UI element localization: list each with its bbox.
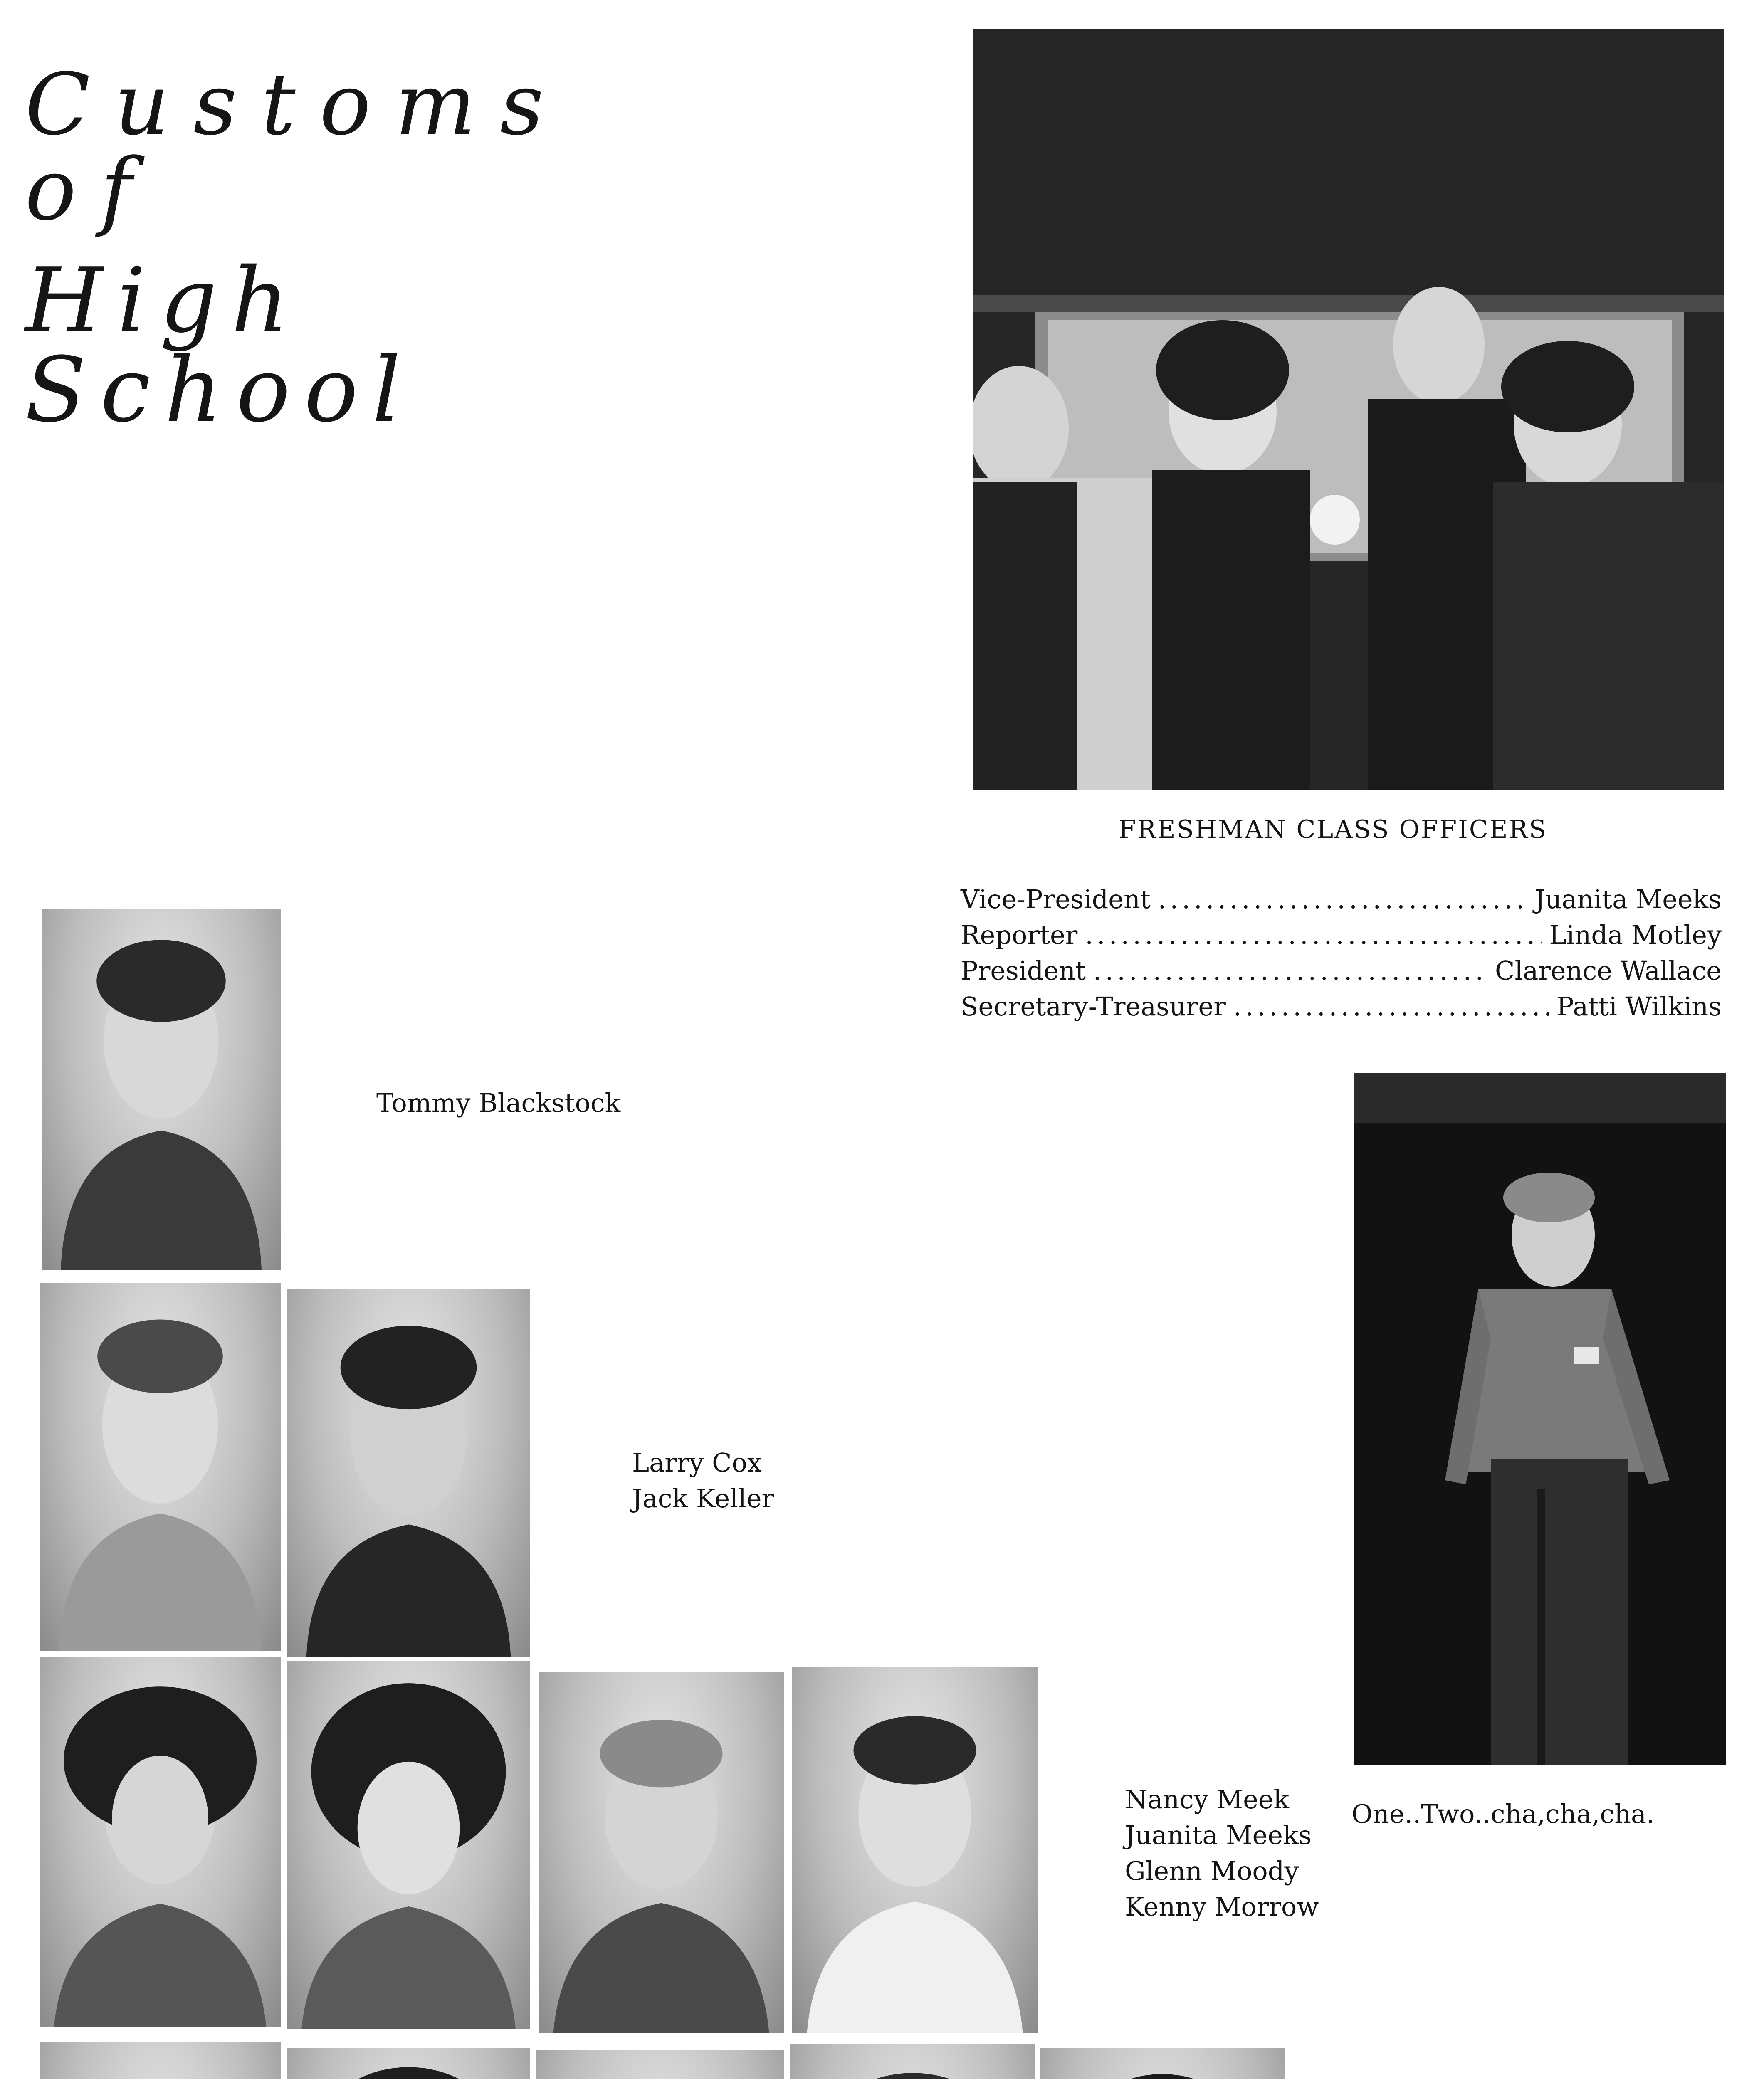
- row-1-names: [376, 1085, 620, 1121]
- dot-leader: [1085, 917, 1542, 953]
- officer-name: Patti Wilkins: [1556, 991, 1722, 1022]
- officer-row: [961, 953, 1722, 989]
- portrait-photo: [42, 909, 281, 1270]
- officer-name: Clarence Wallace: [1495, 956, 1722, 986]
- officer-row: [961, 917, 1722, 953]
- student-name: Glenn Moody: [1125, 1856, 1299, 1886]
- officer-row: [961, 881, 1722, 917]
- page-title-line-2: High School: [25, 248, 415, 442]
- row-2-names: [632, 1445, 774, 1516]
- officer-role: Secretary-Treasurer: [961, 991, 1226, 1022]
- officers-list: [961, 881, 1722, 1025]
- portrait-photo: [790, 2044, 1035, 2079]
- student-name: Larry Cox: [632, 1447, 762, 1478]
- dot-leader: [1233, 989, 1549, 1025]
- officers-group-photo: [973, 29, 1724, 790]
- student-name: Juanita Meeks: [1125, 1820, 1312, 1850]
- portrait-photo: [40, 1283, 281, 1651]
- officer-role: Reporter: [961, 920, 1078, 950]
- portrait-photo: [536, 2050, 784, 2079]
- student-name: Tommy Blackstock: [376, 1088, 621, 1118]
- page-title: [25, 55, 607, 442]
- portrait-photo: [40, 2042, 281, 2079]
- row-3-names: [1125, 1782, 1319, 1925]
- student-name: Jack Keller: [632, 1483, 774, 1514]
- officers-caption: FRESHMAN CLASS OFFICERS: [1119, 815, 1547, 844]
- dot-leader: [1093, 953, 1487, 989]
- page-title-line-1: Customs of: [25, 55, 568, 240]
- officer-name: Linda Motley: [1549, 920, 1722, 950]
- candid-caption: One..Two..cha,cha,cha.: [1351, 1799, 1655, 1829]
- student-name: Kenny Morrow: [1125, 1891, 1319, 1922]
- officer-role: Vice-President: [961, 884, 1151, 914]
- candid-dance-photo: [1354, 1073, 1726, 1765]
- portrait-photo: [539, 1672, 784, 2033]
- portrait-photo: [287, 2048, 530, 2079]
- student-name: Nancy Meek: [1125, 1784, 1290, 1815]
- dot-leader: [1158, 881, 1527, 917]
- portrait-photo: [1040, 2048, 1285, 2079]
- officer-name: Juanita Meeks: [1534, 884, 1722, 914]
- portrait-photo: [40, 1657, 281, 2027]
- portrait-photo: [287, 1289, 530, 1657]
- officer-row: [961, 989, 1722, 1025]
- portrait-photo: [792, 1667, 1038, 2033]
- portrait-photo: [287, 1661, 530, 2029]
- officer-role: President: [961, 956, 1086, 986]
